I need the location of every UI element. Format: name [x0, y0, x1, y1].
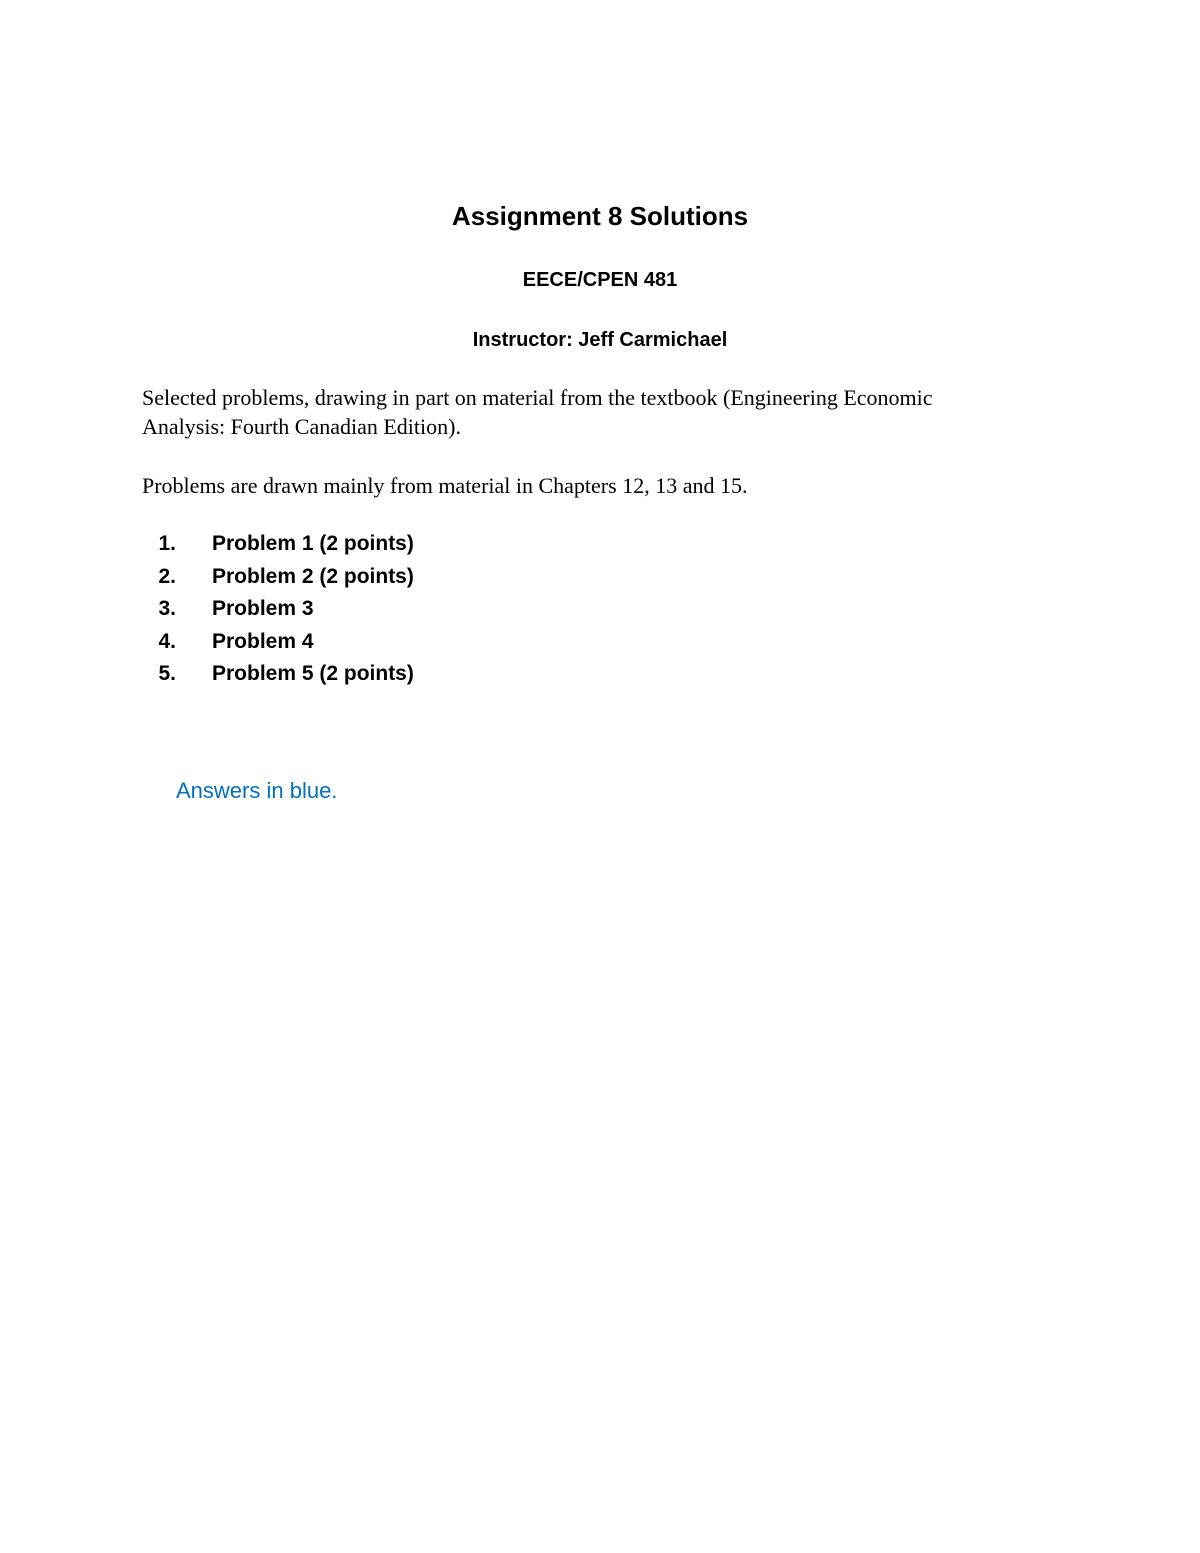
instructor-line: Instructor: Jeff Carmichael — [472, 329, 728, 351]
list-item — [142, 528, 414, 561]
list-item-number: 5. — [158, 662, 176, 685]
list-item-label: Problem 4 — [212, 629, 314, 653]
list-item-label: Problem 2 (2 points) — [212, 564, 414, 588]
list-item — [142, 626, 414, 659]
document-title: Assignment 8 Solutions — [451, 201, 749, 231]
list-item-number: 2. — [158, 564, 176, 588]
intro-paragraph: Selected problems, drawing in part on material from the textbook (Engineering Economic Analysis: Fourth Canadian Edition). — [142, 385, 933, 439]
list-item — [142, 593, 414, 626]
problem-list — [142, 528, 414, 691]
list-item-label: Problem 5 (2 points) — [212, 662, 414, 685]
list-item — [142, 561, 414, 594]
chapters-paragraph: Problems are drawn mainly from material in Chapters 12, 13 and 15. — [142, 473, 748, 498]
list-item-label: Problem 3 — [212, 597, 314, 620]
answers-note: Answers in blue. — [176, 778, 338, 803]
list-item — [142, 658, 414, 691]
list-item-number: 4. — [158, 629, 176, 653]
list-item-label: Problem 1 (2 points) — [212, 532, 414, 555]
list-item-number: 1. — [158, 532, 176, 555]
course-code: EECE/CPEN 481 — [522, 269, 678, 291]
list-item-number: 3. — [158, 597, 176, 620]
